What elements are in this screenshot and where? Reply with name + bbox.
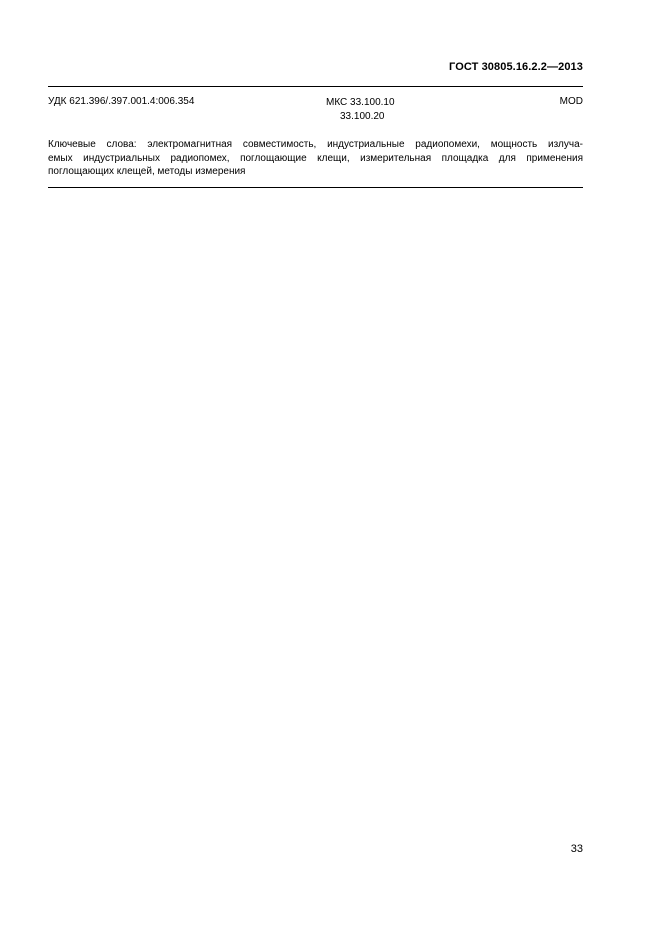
classification-row: [48, 96, 583, 126]
document-code: ГОСТ 30805.16.2.2—2013: [449, 61, 583, 73]
udc-code: УДК 621.396/.397.001.4:006.354: [48, 96, 195, 107]
mks-code-primary: МКС 33.100.10: [326, 97, 395, 108]
mks-codes: [326, 96, 395, 124]
bottom-divider: [48, 187, 583, 188]
keywords-line: емых индустриальных радиопомех, поглощающие клещи, измерительная площадка для применения: [48, 152, 583, 164]
mks-code-secondary: 33.100.20: [340, 111, 385, 122]
keywords-line: поглощающих клещей, методы измерения: [48, 166, 246, 177]
top-divider: [48, 86, 583, 87]
keywords-line: Ключевые слова: электромагнитная совместимость, индустриальные радиопомехи, мощность излуча-: [48, 139, 583, 150]
keywords-paragraph: [48, 138, 583, 179]
modification-label: MOD: [559, 96, 583, 107]
page-number: 33: [570, 843, 583, 855]
